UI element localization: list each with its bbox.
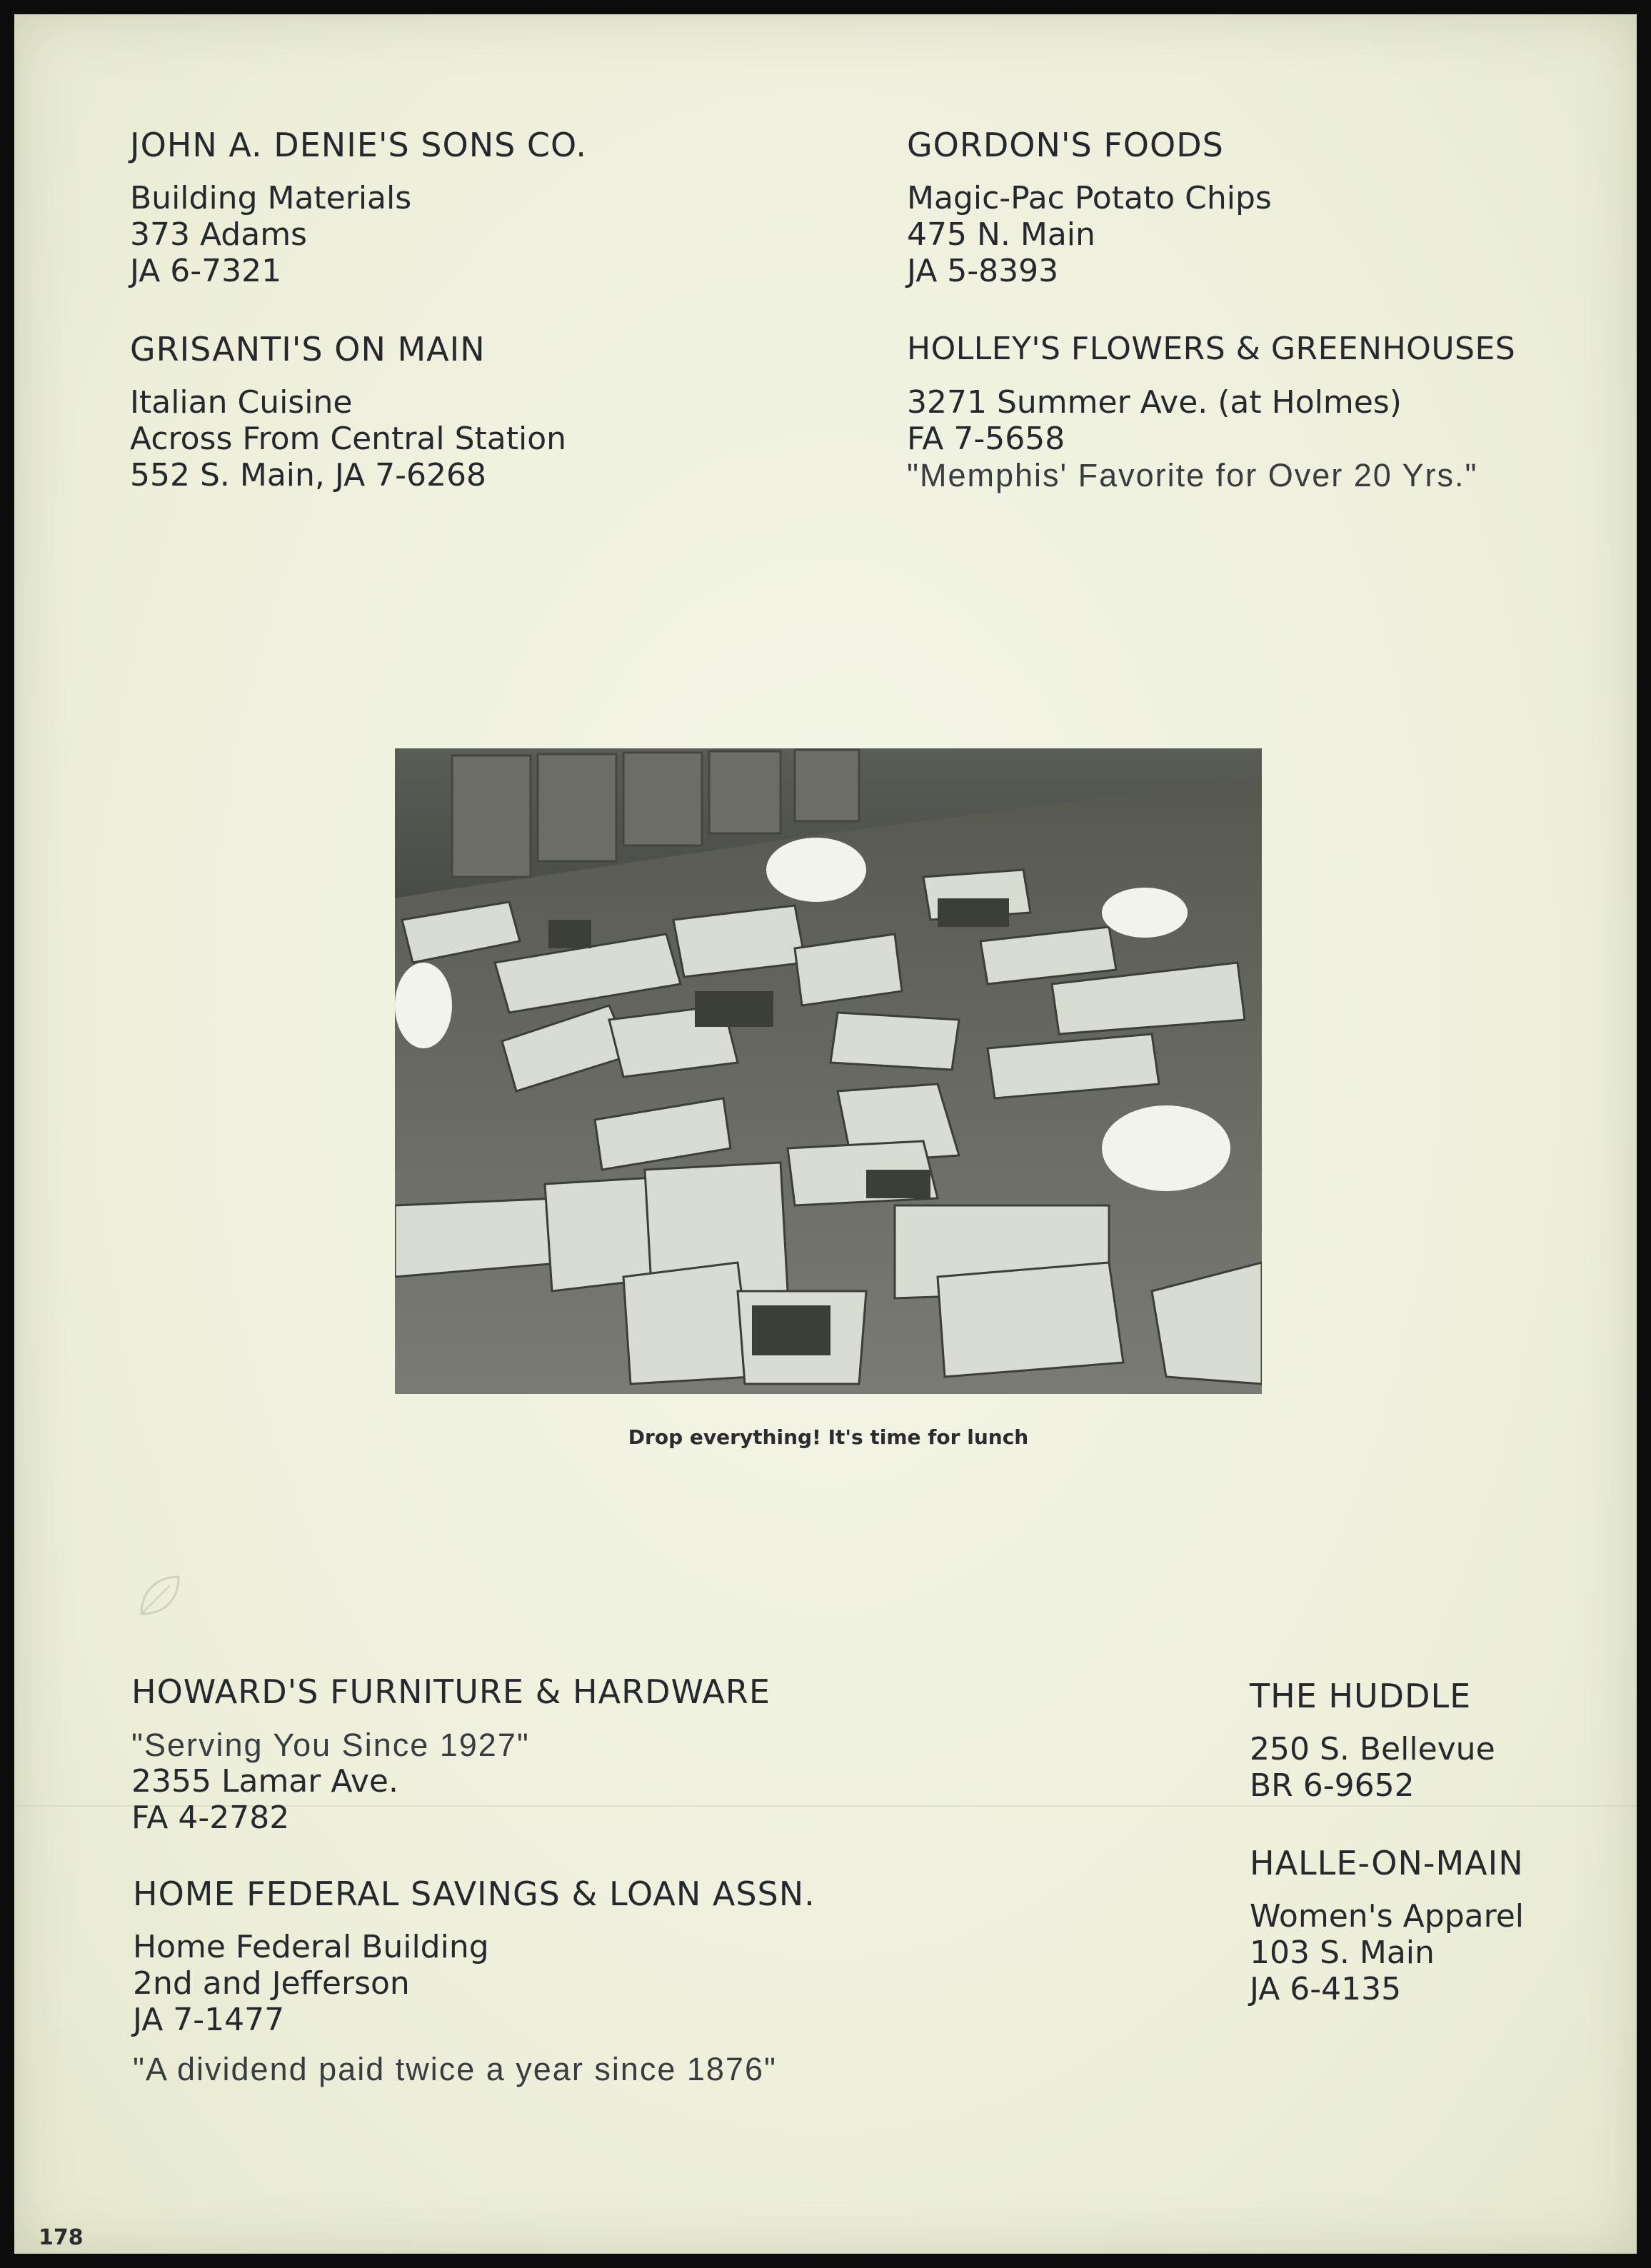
ad-line: JA 7-1477 <box>133 2002 285 2038</box>
ad-name: HOWARD'S FURNITURE & HARDWARE <box>131 1672 771 1711</box>
ad-line: Across From Central Station <box>130 421 567 457</box>
ad-line: JA 5-8393 <box>907 253 1059 289</box>
ad-name: THE HUDDLE <box>1250 1677 1472 1715</box>
ad-line: Building Materials <box>130 180 412 216</box>
ad-line: 373 Adams <box>130 216 307 253</box>
page-number: 178 <box>39 2225 84 2250</box>
ad-denie <box>130 124 587 289</box>
ad-line: 3271 Summer Ave. (at Holmes) <box>907 384 1402 421</box>
ad-home-federal <box>133 1873 816 2087</box>
ad-line: 250 S. Bellevue <box>1250 1731 1495 1767</box>
ad-line: BR 6-9652 <box>1250 1767 1415 1804</box>
ad-grisanti <box>130 328 566 493</box>
ad-name: HALLE-ON-MAIN <box>1250 1844 1524 1882</box>
ad-holley <box>907 328 1515 493</box>
ad-line: Home Federal Building <box>133 1929 489 1965</box>
ad-line: JA 6-4135 <box>1250 1971 1402 2007</box>
books-photo-image <box>395 748 1262 1394</box>
ad-name: JOHN A. DENIE'S SONS CO. <box>130 126 588 164</box>
ad-halle <box>1250 1842 1524 2007</box>
ad-line: FA 4-2782 <box>131 1800 290 1836</box>
ad-name: HOME FEDERAL SAVINGS & LOAN ASSN. <box>133 1875 816 1913</box>
leaf-icon <box>134 1571 184 1621</box>
photo-scattered-books <box>395 748 1262 1394</box>
ad-tagline: "A dividend paid twice a year since 1876" <box>133 2051 777 2087</box>
ad-line: 475 N. Main <box>907 216 1095 253</box>
yearbook-page <box>14 14 1637 2254</box>
ad-slogan: "Serving You Since 1927" <box>131 1727 530 1763</box>
ad-line: FA 7-5658 <box>907 421 1065 457</box>
ad-huddle <box>1250 1675 1495 1804</box>
ad-howard <box>131 1671 771 1836</box>
ad-line: Women's Apparel <box>1250 1898 1525 1935</box>
ad-line: Magic-Pac Potato Chips <box>907 180 1272 216</box>
ad-name: GORDON'S FOODS <box>907 126 1224 164</box>
ad-slogan: "Memphis' Favorite for Over 20 Yrs." <box>907 457 1478 493</box>
ad-name: HOLLEY'S FLOWERS & GREENHOUSES <box>907 331 1516 367</box>
ad-line: Italian Cuisine <box>130 384 353 421</box>
ad-line: 552 S. Main, JA 7-6268 <box>130 457 487 493</box>
ad-line: 2355 Lamar Ave. <box>131 1763 398 1800</box>
ad-line: 2nd and Jefferson <box>133 1965 410 2002</box>
ad-line: 103 S. Main <box>1250 1935 1435 1971</box>
ad-gordon <box>907 124 1272 289</box>
ad-line: JA 6-7321 <box>130 253 282 289</box>
ad-name: GRISANTI'S ON MAIN <box>130 330 486 368</box>
photo-caption: Drop everything! It's time for lunch <box>628 1425 1029 1449</box>
